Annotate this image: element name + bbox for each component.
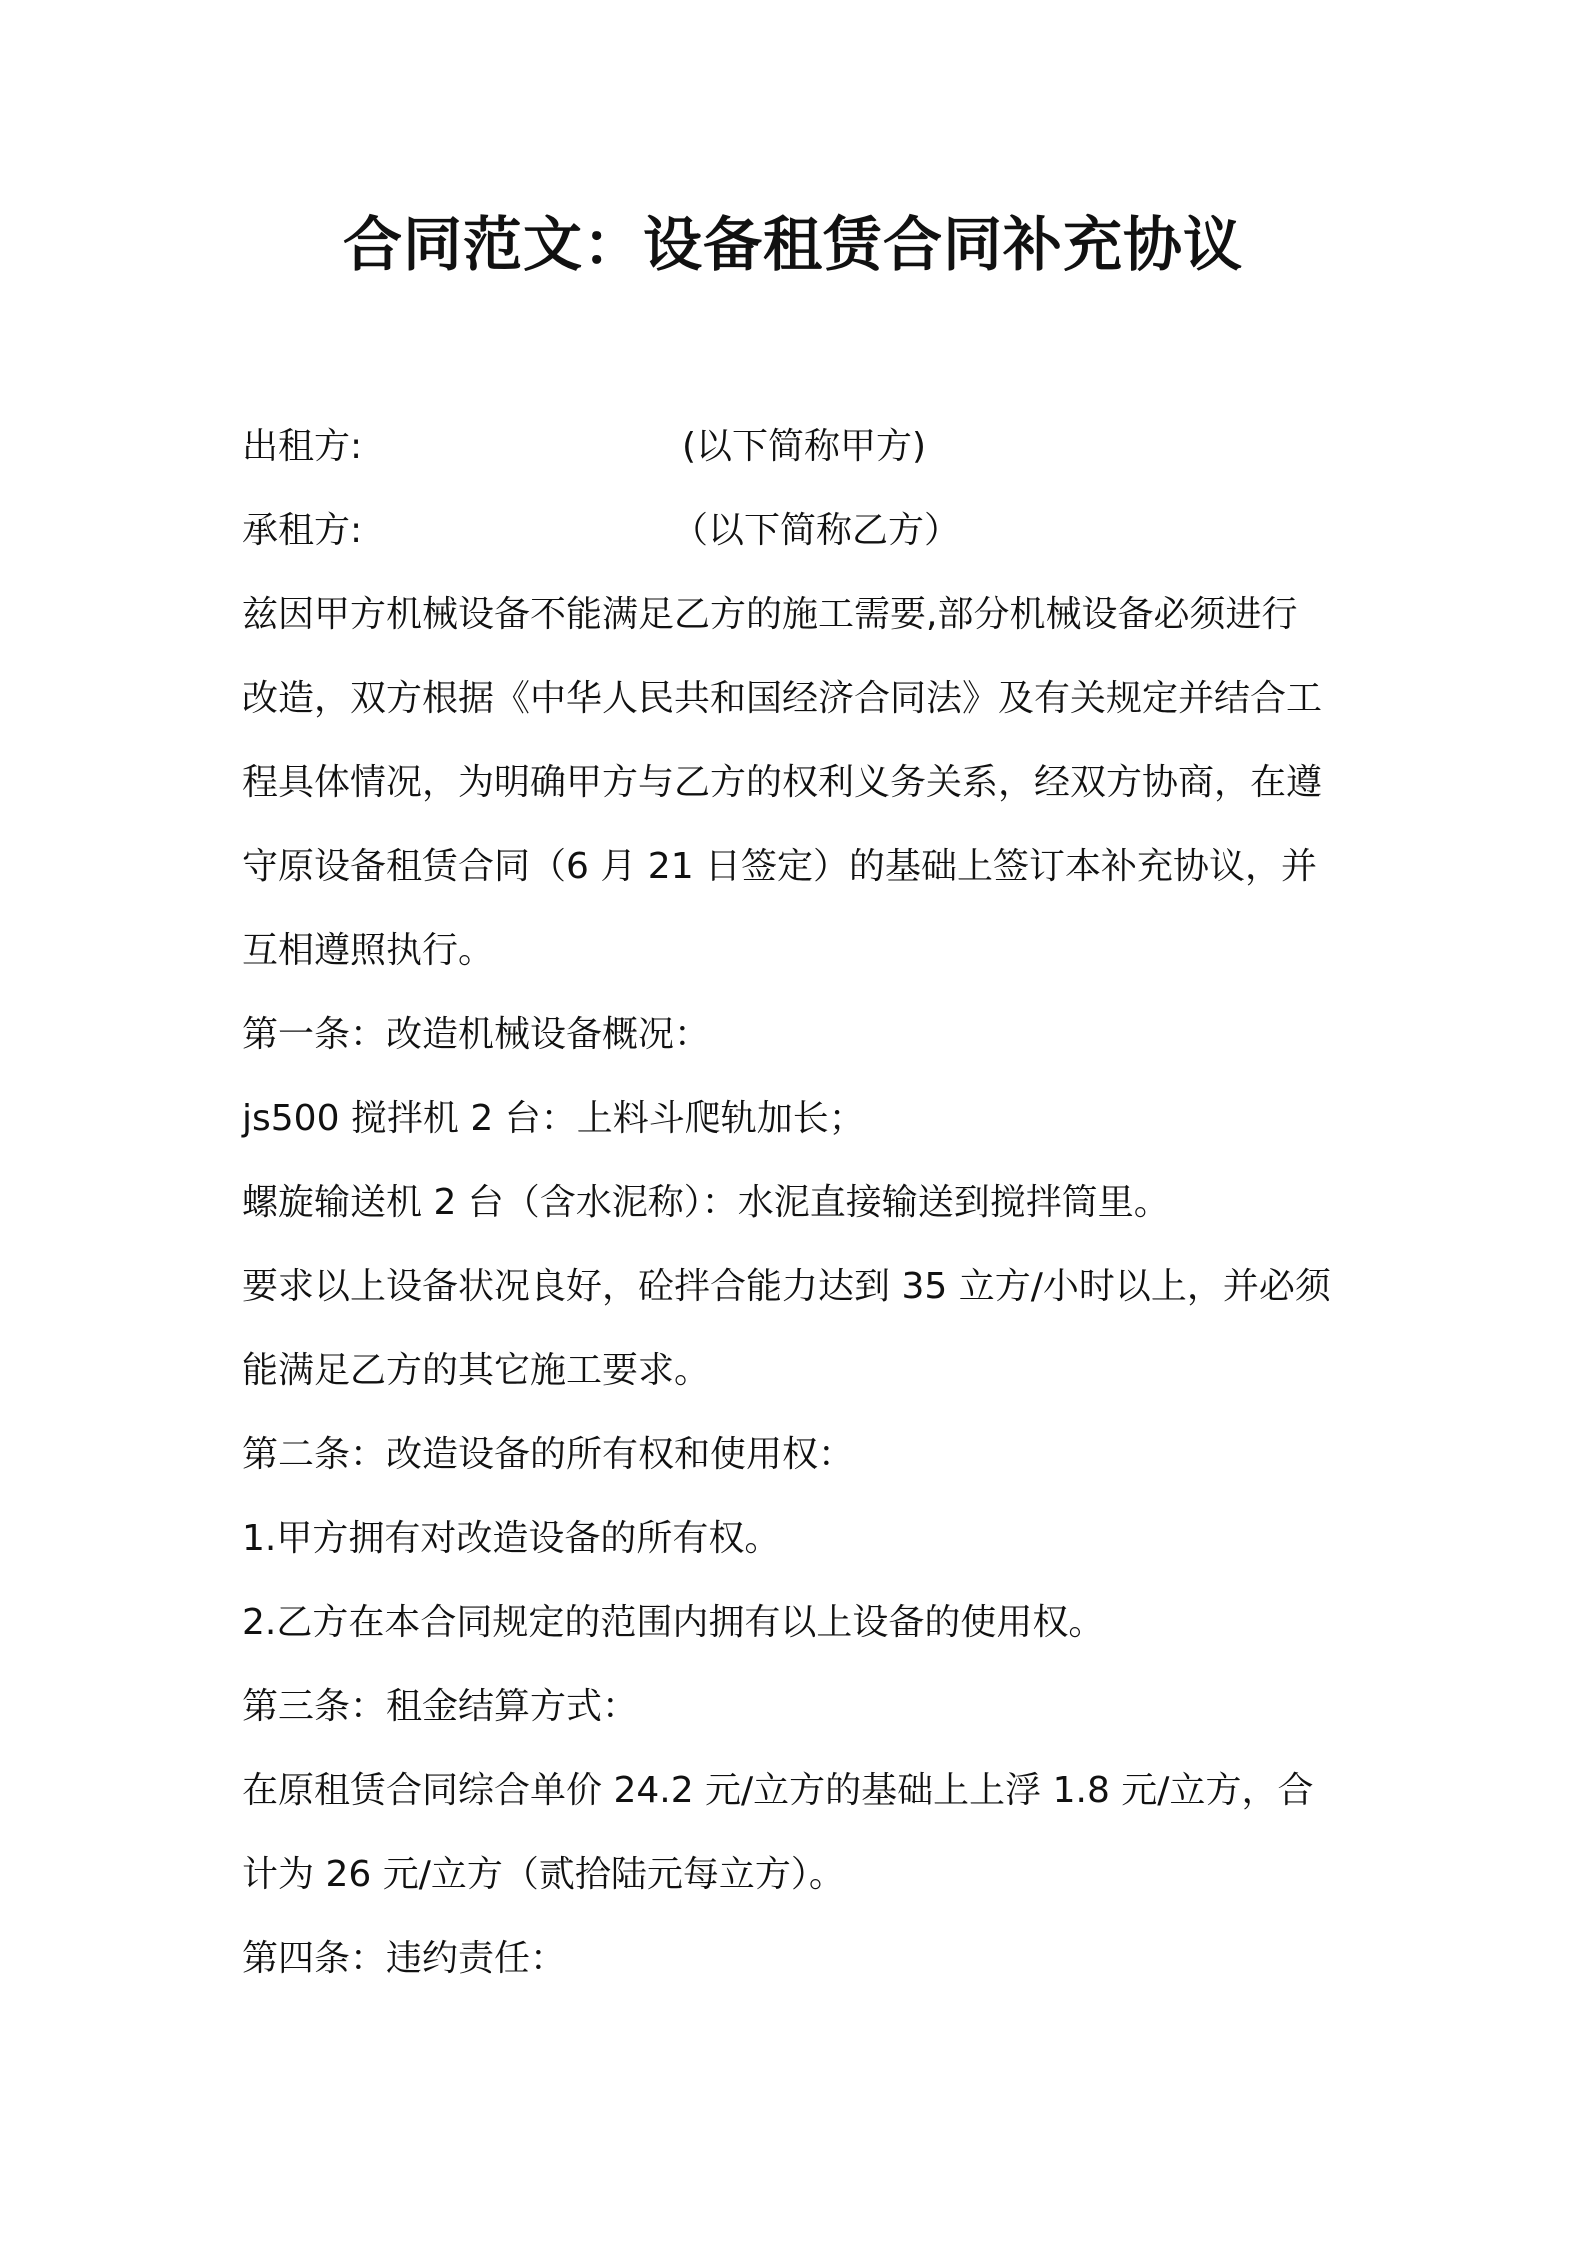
- intro-line: 互相遵照执行。: [242, 930, 495, 971]
- intro-line: 兹因甲方机械设备不能满足乙方的施工需要,部分机械设备必须进行: [242, 594, 1298, 635]
- article2-heading: 第二条：改造设备的所有权和使用权：: [242, 1434, 855, 1475]
- article2-item: 1.甲方拥有对改造设备的所有权。: [242, 1518, 781, 1559]
- document-body: [242, 405, 1362, 2001]
- intro-line: 改造，双方根据《中华人民共和国经济合同法》及有关规定并结合工: [242, 678, 1323, 719]
- article1-heading: 第一条：改造机械设备概况：: [242, 1014, 711, 1055]
- article2-item: 2.乙方在本合同规定的范围内拥有以上设备的使用权。: [242, 1602, 1105, 1643]
- lessee-label: 承租方:: [242, 510, 363, 551]
- lessee-note: （以下简称乙方）: [672, 510, 961, 551]
- document-title: 合同范文：设备租赁合同补充协议: [342, 210, 1243, 279]
- article3-heading: 第三条：租金结算方式：: [242, 1686, 639, 1727]
- intro-line: 程具体情况，为明确甲方与乙方的权利义务关系，经双方协商，在遵: [242, 762, 1323, 803]
- article4-heading: 第四条：违约责任：: [242, 1938, 567, 1979]
- lessor-note: (以下简称甲方): [682, 426, 927, 467]
- article1-item: 螺旋输送机 2 台（含水泥称）：水泥直接输送到搅拌筒里。: [242, 1182, 1170, 1223]
- lessee-line: [242, 489, 1362, 573]
- intro-line: 守原设备租赁合同（6 月 21 日签定）的基础上签订本补充协议，并: [242, 846, 1318, 887]
- article3-text: 在原租赁合同综合单价 24.2 元/立方的基础上上浮 1.8 元/立方，合: [242, 1770, 1314, 1811]
- lessor-line: [242, 405, 1362, 489]
- article1-requirement: 能满足乙方的其它施工要求。: [242, 1350, 711, 1391]
- lessor-label: 出租方:: [242, 426, 363, 467]
- article1-item: js500 搅拌机 2 台：上料斗爬轨加长；: [242, 1098, 865, 1139]
- article3-text: 计为 26 元/立方（贰拾陆元每立方）。: [242, 1854, 845, 1895]
- article1-requirement: 要求以上设备状况良好，砼拌合能力达到 35 立方/小时以上，并必须: [242, 1266, 1331, 1307]
